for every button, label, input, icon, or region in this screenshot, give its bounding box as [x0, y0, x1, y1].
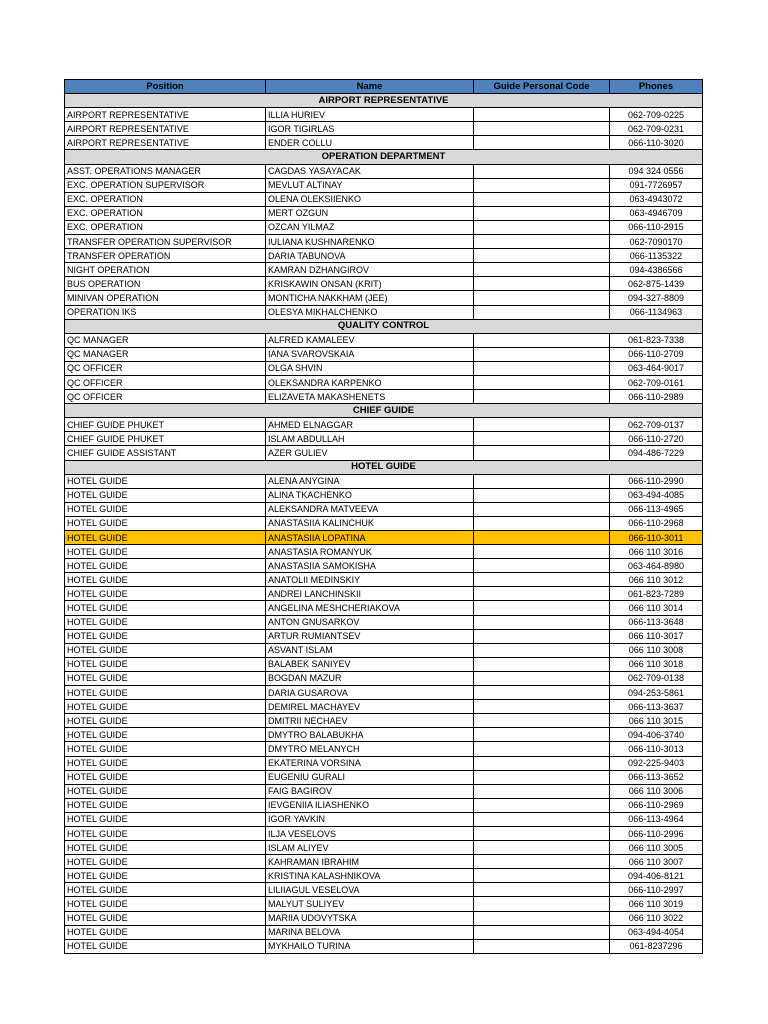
column-header-name[interactable]: Name [266, 80, 474, 94]
section-title[interactable]: QUALITY CONTROL [65, 319, 703, 333]
cell-position[interactable]: HOTEL GUIDE [65, 502, 266, 516]
cell-position[interactable]: HOTEL GUIDE [65, 939, 266, 953]
cell-phone[interactable]: 066 110 3022 [610, 911, 703, 925]
cell-guide-code[interactable] [474, 587, 610, 601]
cell-name[interactable]: ARTUR RUMIANTSEV [266, 629, 474, 643]
table-row [65, 629, 703, 643]
cell-name[interactable]: KAHRAMAN IBRAHIM [266, 855, 474, 869]
cell-position[interactable]: QC OFFICER [65, 375, 266, 389]
cell-phone[interactable]: 066 110 3008 [610, 643, 703, 657]
table-row [65, 587, 703, 601]
cell-position[interactable]: OPERATION IKS [65, 305, 266, 319]
cell-phone[interactable]: 062-709-0138 [610, 671, 703, 685]
cell-name[interactable]: ASVANT ISLAM [266, 643, 474, 657]
cell-name[interactable]: ALENA ANYGINA [266, 474, 474, 488]
cell-name[interactable]: ISLAM ALIYEV [266, 841, 474, 855]
cell-name[interactable]: OLEKSANDRA KARPENKO [266, 375, 474, 389]
table-row [65, 798, 703, 812]
cell-position[interactable]: TRANSFER OPERATION SUPERVISOR [65, 235, 266, 249]
cell-phone[interactable]: 094-406-3740 [610, 728, 703, 742]
section-header-row [65, 94, 703, 108]
cell-name[interactable]: ANATOLII MEDINSKIY [266, 573, 474, 587]
cell-name[interactable]: CAGDAS YASAYACAK [266, 164, 474, 178]
cell-name[interactable]: KRISTINA KALASHNIKOVA [266, 869, 474, 883]
cell-phone[interactable]: 063-4946709 [610, 206, 703, 220]
cell-name[interactable]: ANGELINA MESHCHERIAKOVA [266, 601, 474, 615]
cell-guide-code[interactable] [474, 601, 610, 615]
cell-guide-code[interactable] [474, 756, 610, 770]
cell-name[interactable]: ILJA VESELOVS [266, 826, 474, 840]
table-row [65, 136, 703, 150]
cell-phone[interactable]: 061-823-7338 [610, 333, 703, 347]
section-title[interactable]: AIRPORT REPRESENTATIVE [65, 94, 703, 108]
column-header-phones[interactable]: Phones [610, 80, 703, 94]
table-row [65, 812, 703, 826]
cell-name[interactable]: MYKHAILO TURINA [266, 939, 474, 953]
cell-phone[interactable]: 066-110-2990 [610, 474, 703, 488]
cell-position[interactable]: HOTEL GUIDE [65, 798, 266, 812]
cell-phone[interactable]: 061-8237296 [610, 939, 703, 953]
cell-position[interactable]: TRANSFER OPERATION [65, 249, 266, 263]
cell-name[interactable]: AZER GULIEV [266, 446, 474, 460]
cell-guide-code[interactable] [474, 559, 610, 573]
cell-position[interactable]: CHIEF GUIDE PHUKET [65, 432, 266, 446]
cell-phone[interactable]: 066-113-3652 [610, 770, 703, 784]
cell-position[interactable]: ASST. OPERATIONS MANAGER [65, 164, 266, 178]
cell-position[interactable]: AIRPORT REPRESENTATIVE [65, 108, 266, 122]
cell-guide-code[interactable] [474, 291, 610, 305]
table-row [65, 869, 703, 883]
cell-name[interactable]: IULIANA KUSHNARENKO [266, 235, 474, 249]
cell-guide-code[interactable] [474, 474, 610, 488]
cell-guide-code[interactable] [474, 516, 610, 530]
cell-position[interactable]: HOTEL GUIDE [65, 587, 266, 601]
section-title[interactable]: HOTEL GUIDE [65, 460, 703, 474]
cell-position[interactable]: HOTEL GUIDE [65, 742, 266, 756]
table-row [65, 432, 703, 446]
cell-phone[interactable]: 062-709-0137 [610, 418, 703, 432]
cell-guide-code[interactable] [474, 629, 610, 643]
cell-position[interactable]: HOTEL GUIDE [65, 826, 266, 840]
cell-guide-code[interactable] [474, 192, 610, 206]
cell-guide-code[interactable] [474, 277, 610, 291]
cell-position[interactable]: HOTEL GUIDE [65, 516, 266, 530]
cell-position[interactable]: HOTEL GUIDE [65, 615, 266, 629]
table-row [65, 333, 703, 347]
table-row [65, 122, 703, 136]
table-row [65, 347, 703, 361]
cell-name[interactable]: ISLAM ABDULLAH [266, 432, 474, 446]
cell-name[interactable]: DMYTRO MELANYCH [266, 742, 474, 756]
cell-position[interactable]: EXC. OPERATION [65, 220, 266, 234]
cell-guide-code[interactable] [474, 714, 610, 728]
table-row [65, 206, 703, 220]
cell-name[interactable]: DMITRII NECHAEV [266, 714, 474, 728]
table-row [65, 277, 703, 291]
cell-guide-code[interactable] [474, 418, 610, 432]
cell-guide-code[interactable] [474, 869, 610, 883]
cell-guide-code[interactable] [474, 206, 610, 220]
cell-guide-code[interactable] [474, 432, 610, 446]
cell-name[interactable]: ALFRED KAMALEEV [266, 333, 474, 347]
cell-guide-code[interactable] [474, 136, 610, 150]
cell-guide-code[interactable] [474, 531, 610, 545]
cell-phone[interactable]: 066 110 3006 [610, 784, 703, 798]
cell-name[interactable]: AHMED ELNAGGAR [266, 418, 474, 432]
cell-name[interactable]: MERT OZGUN [266, 206, 474, 220]
table-row-highlighted [65, 531, 703, 545]
table-row [65, 178, 703, 192]
table-row [65, 361, 703, 375]
cell-name[interactable]: ANASTASIIA LOPATINA [266, 531, 474, 545]
cell-position[interactable]: QC MANAGER [65, 347, 266, 361]
cell-guide-code[interactable] [474, 700, 610, 714]
cell-phone[interactable]: 063-464-9017 [610, 361, 703, 375]
cell-name[interactable]: KRISKAWIN ONSAN (KRIT) [266, 277, 474, 291]
cell-phone[interactable]: 066 110 3015 [610, 714, 703, 728]
cell-guide-code[interactable] [474, 855, 610, 869]
cell-phone[interactable]: 066-110-2915 [610, 220, 703, 234]
cell-name[interactable]: ANASTASIIA KALINCHUK [266, 516, 474, 530]
table-row [65, 375, 703, 389]
table-row [65, 235, 703, 249]
cell-phone[interactable]: 094-253-5861 [610, 686, 703, 700]
table-row [65, 488, 703, 502]
cell-position[interactable]: HOTEL GUIDE [65, 756, 266, 770]
cell-phone[interactable]: 066 110 3005 [610, 841, 703, 855]
cell-name[interactable]: MONTICHA NAKKHAM (JEE) [266, 291, 474, 305]
table-row [65, 911, 703, 925]
cell-guide-code[interactable] [474, 122, 610, 136]
cell-position[interactable]: HOTEL GUIDE [65, 911, 266, 925]
table-body [65, 94, 703, 954]
cell-position[interactable]: HOTEL GUIDE [65, 855, 266, 869]
cell-name[interactable]: ANASTASIIA SAMOKISHA [266, 559, 474, 573]
cell-name[interactable]: ALEKSANDRA MATVEEVA [266, 502, 474, 516]
table-row [65, 784, 703, 798]
table-row [65, 728, 703, 742]
table-row [65, 841, 703, 855]
column-header-guide-code[interactable]: Guide Personal Code [474, 80, 610, 94]
cell-name[interactable]: ANTON GNUSARKOV [266, 615, 474, 629]
cell-name[interactable]: BOGDAN MAZUR [266, 671, 474, 685]
cell-guide-code[interactable] [474, 220, 610, 234]
cell-position[interactable]: QC MANAGER [65, 333, 266, 347]
cell-guide-code[interactable] [474, 333, 610, 347]
cell-guide-code[interactable] [474, 375, 610, 389]
cell-position[interactable]: AIRPORT REPRESENTATIVE [65, 136, 266, 150]
section-title[interactable]: OPERATION DEPARTMENT [65, 150, 703, 164]
cell-phone[interactable]: 092-225-9403 [610, 756, 703, 770]
cell-position[interactable]: CHIEF GUIDE PHUKET [65, 418, 266, 432]
cell-name[interactable]: IGOR TIGIRLAS [266, 122, 474, 136]
table-row [65, 390, 703, 404]
cell-name[interactable]: MARINA BELOVA [266, 925, 474, 939]
cell-position[interactable]: HOTEL GUIDE [65, 488, 266, 502]
cell-phone[interactable]: 066 110 3014 [610, 601, 703, 615]
cell-phone[interactable]: 066 110 3012 [610, 573, 703, 587]
cell-phone[interactable]: 066-113-3648 [610, 615, 703, 629]
cell-position[interactable]: HOTEL GUIDE [65, 531, 266, 545]
section-header-row [65, 150, 703, 164]
table-row [65, 897, 703, 911]
cell-guide-code[interactable] [474, 686, 610, 700]
cell-phone[interactable]: 091-7726957 [610, 178, 703, 192]
cell-guide-code[interactable] [474, 643, 610, 657]
cell-phone[interactable]: 066-110-2709 [610, 347, 703, 361]
cell-guide-code[interactable] [474, 826, 610, 840]
cell-phone[interactable]: 066-113-4964 [610, 812, 703, 826]
cell-phone[interactable]: 062-709-0161 [610, 375, 703, 389]
cell-phone[interactable]: 063-4943072 [610, 192, 703, 206]
table-row [65, 418, 703, 432]
cell-phone[interactable]: 094 324 0556 [610, 164, 703, 178]
cell-guide-code[interactable] [474, 671, 610, 685]
cell-guide-code[interactable] [474, 573, 610, 587]
cell-position[interactable]: HOTEL GUIDE [65, 686, 266, 700]
table-row [65, 615, 703, 629]
table-row [65, 601, 703, 615]
table-row [65, 516, 703, 530]
cell-guide-code[interactable] [474, 728, 610, 742]
cell-guide-code[interactable] [474, 164, 610, 178]
table-row [65, 671, 703, 685]
cell-phone[interactable]: 062-709-0225 [610, 108, 703, 122]
table-row [65, 108, 703, 122]
cell-phone[interactable]: 066-113-3637 [610, 700, 703, 714]
cell-guide-code[interactable] [474, 347, 610, 361]
cell-phone[interactable]: 066-110-2968 [610, 516, 703, 530]
cell-guide-code[interactable] [474, 812, 610, 826]
table-row [65, 263, 703, 277]
table-row [65, 249, 703, 263]
cell-guide-code[interactable] [474, 911, 610, 925]
table-row [65, 686, 703, 700]
cell-position[interactable]: HOTEL GUIDE [65, 657, 266, 671]
cell-phone[interactable]: 066 110-3017 [610, 629, 703, 643]
cell-position[interactable]: BUS OPERATION [65, 277, 266, 291]
table-row [65, 742, 703, 756]
cell-phone[interactable]: 066 110 3016 [610, 545, 703, 559]
cell-position[interactable]: HOTEL GUIDE [65, 841, 266, 855]
cell-guide-code[interactable] [474, 742, 610, 756]
column-header-position[interactable]: Position [65, 80, 266, 94]
cell-guide-code[interactable] [474, 897, 610, 911]
cell-phone[interactable]: 063-494-4085 [610, 488, 703, 502]
table-row [65, 883, 703, 897]
cell-name[interactable]: DMYTRO BALABUKHA [266, 728, 474, 742]
table-row [65, 714, 703, 728]
cell-guide-code[interactable] [474, 263, 610, 277]
cell-name[interactable]: MALYUT SULIYEV [266, 897, 474, 911]
cell-position[interactable]: HOTEL GUIDE [65, 601, 266, 615]
cell-name[interactable]: MARIIA UDOVYTSKA [266, 911, 474, 925]
cell-name[interactable]: KAMRAN DZHANGIROV [266, 263, 474, 277]
cell-guide-code[interactable] [474, 178, 610, 192]
cell-guide-code[interactable] [474, 235, 610, 249]
cell-phone[interactable]: 062-709-0231 [610, 122, 703, 136]
table-row [65, 291, 703, 305]
cell-position[interactable]: MINIVAN OPERATION [65, 291, 266, 305]
table-row [65, 756, 703, 770]
cell-name[interactable]: OLENA OLEKSIIENKO [266, 192, 474, 206]
cell-position[interactable]: HOTEL GUIDE [65, 812, 266, 826]
table-row [65, 643, 703, 657]
table-row [65, 192, 703, 206]
cell-position[interactable]: EXC. OPERATION SUPERVISOR [65, 178, 266, 192]
cell-guide-code[interactable] [474, 657, 610, 671]
cell-guide-code[interactable] [474, 883, 610, 897]
cell-phone[interactable]: 066-110-3011 [610, 531, 703, 545]
cell-position[interactable]: HOTEL GUIDE [65, 545, 266, 559]
section-title[interactable]: CHIEF GUIDE [65, 404, 703, 418]
cell-position[interactable]: HOTEL GUIDE [65, 671, 266, 685]
cell-guide-code[interactable] [474, 545, 610, 559]
cell-phone[interactable]: 066-110-3013 [610, 742, 703, 756]
cell-guide-code[interactable] [474, 390, 610, 404]
cell-position[interactable]: HOTEL GUIDE [65, 897, 266, 911]
cell-phone[interactable]: 094-327-8809 [610, 291, 703, 305]
cell-guide-code[interactable] [474, 502, 610, 516]
table-row [65, 770, 703, 784]
cell-name[interactable]: IANA SVAROVSKAIA [266, 347, 474, 361]
section-header-row [65, 319, 703, 333]
cell-name[interactable]: BALABEK SANIYEV [266, 657, 474, 671]
table-row [65, 657, 703, 671]
cell-name[interactable]: OLGA SHVIN [266, 361, 474, 375]
cell-guide-code[interactable] [474, 770, 610, 784]
cell-name[interactable]: EUGENIU GURALI [266, 770, 474, 784]
cell-guide-code[interactable] [474, 361, 610, 375]
cell-phone[interactable]: 066-110-2989 [610, 390, 703, 404]
cell-name[interactable]: ANDREI LANCHINSKII [266, 587, 474, 601]
cell-name[interactable]: IEVGENIIA ILIASHENKO [266, 798, 474, 812]
cell-position[interactable]: HOTEL GUIDE [65, 700, 266, 714]
cell-name[interactable]: MEVLUT ALTINAY [266, 178, 474, 192]
cell-phone[interactable]: 094-406-8121 [610, 869, 703, 883]
cell-position[interactable]: HOTEL GUIDE [65, 925, 266, 939]
cell-phone[interactable]: 094-486-7229 [610, 446, 703, 460]
cell-phone[interactable]: 066-110-2720 [610, 432, 703, 446]
header-row [65, 80, 703, 94]
table-row [65, 164, 703, 178]
cell-phone[interactable]: 066 110 3018 [610, 657, 703, 671]
cell-guide-code[interactable] [474, 305, 610, 319]
section-header-row [65, 404, 703, 418]
cell-name[interactable]: ELIZAVETA MAKASHENETS [266, 390, 474, 404]
cell-position[interactable]: HOTEL GUIDE [65, 784, 266, 798]
cell-phone[interactable]: 066-1135322 [610, 249, 703, 263]
cell-guide-code[interactable] [474, 488, 610, 502]
cell-position[interactable]: HOTEL GUIDE [65, 883, 266, 897]
cell-name[interactable]: OLESYA MIKHALCHENKO [266, 305, 474, 319]
cell-position[interactable]: NIGHT OPERATION [65, 263, 266, 277]
cell-guide-code[interactable] [474, 798, 610, 812]
cell-position[interactable]: HOTEL GUIDE [65, 629, 266, 643]
table-row [65, 545, 703, 559]
table-row [65, 700, 703, 714]
table-row [65, 305, 703, 319]
cell-phone[interactable]: 066-1134963 [610, 305, 703, 319]
cell-guide-code[interactable] [474, 841, 610, 855]
table-row [65, 573, 703, 587]
table-row [65, 925, 703, 939]
cell-name[interactable]: ENDER COLLU [266, 136, 474, 150]
table-row [65, 474, 703, 488]
cell-phone[interactable]: 063-464-8980 [610, 559, 703, 573]
cell-position[interactable]: EXC. OPERATION [65, 192, 266, 206]
cell-guide-code[interactable] [474, 615, 610, 629]
cell-position[interactable]: CHIEF GUIDE ASSISTANT [65, 446, 266, 460]
cell-name[interactable]: ANASTASIA ROMANYUK [266, 545, 474, 559]
cell-phone[interactable]: 066 110 3019 [610, 897, 703, 911]
table-row [65, 559, 703, 573]
cell-phone[interactable]: 062-875-1439 [610, 277, 703, 291]
cell-guide-code[interactable] [474, 939, 610, 953]
cell-name[interactable]: FAIG BAGIROV [266, 784, 474, 798]
cell-position[interactable]: QC OFFICER [65, 361, 266, 375]
cell-phone[interactable]: 094-4386566 [610, 263, 703, 277]
cell-name[interactable]: LILIIAGUL VESELOVA [266, 883, 474, 897]
table-row [65, 220, 703, 234]
cell-phone[interactable]: 061-823-7289 [610, 587, 703, 601]
cell-position[interactable]: QC OFFICER [65, 390, 266, 404]
table-row [65, 826, 703, 840]
section-header-row [65, 460, 703, 474]
cell-position[interactable]: HOTEL GUIDE [65, 869, 266, 883]
cell-phone[interactable]: 066-110-3020 [610, 136, 703, 150]
cell-guide-code[interactable] [474, 925, 610, 939]
cell-phone[interactable]: 066 110 3007 [610, 855, 703, 869]
cell-position[interactable]: HOTEL GUIDE [65, 559, 266, 573]
cell-position[interactable]: HOTEL GUIDE [65, 714, 266, 728]
cell-phone[interactable]: 066-110-2969 [610, 798, 703, 812]
cell-position[interactable]: EXC. OPERATION [65, 206, 266, 220]
cell-name[interactable]: DEMIREL MACHAYEV [266, 700, 474, 714]
cell-name[interactable]: ALINA TKACHENKO [266, 488, 474, 502]
cell-guide-code[interactable] [474, 108, 610, 122]
cell-guide-code[interactable] [474, 446, 610, 460]
cell-name[interactable]: DARIA GUSAROVA [266, 686, 474, 700]
cell-phone[interactable]: 066-110-2996 [610, 826, 703, 840]
table-row [65, 855, 703, 869]
cell-phone[interactable]: 066-110-2997 [610, 883, 703, 897]
cell-position[interactable]: HOTEL GUIDE [65, 770, 266, 784]
cell-position[interactable]: HOTEL GUIDE [65, 643, 266, 657]
cell-position[interactable]: HOTEL GUIDE [65, 728, 266, 742]
table-row [65, 502, 703, 516]
cell-phone[interactable]: 062-7090170 [610, 235, 703, 249]
table-row [65, 939, 703, 953]
cell-name[interactable]: EKATERINA VORSINA [266, 756, 474, 770]
cell-name[interactable]: IGOR YAVKIN [266, 812, 474, 826]
cell-phone[interactable]: 063-494-4054 [610, 925, 703, 939]
table-row [65, 446, 703, 460]
cell-position[interactable]: HOTEL GUIDE [65, 474, 266, 488]
cell-phone[interactable]: 066-113-4965 [610, 502, 703, 516]
cell-name[interactable]: DARIA TABUNOVA [266, 249, 474, 263]
staff-contact-table [64, 79, 703, 954]
cell-position[interactable]: HOTEL GUIDE [65, 573, 266, 587]
cell-position[interactable]: AIRPORT REPRESENTATIVE [65, 122, 266, 136]
cell-name[interactable]: OZCAN YILMAZ [266, 220, 474, 234]
cell-guide-code[interactable] [474, 784, 610, 798]
cell-name[interactable]: ILLIA HURIEV [266, 108, 474, 122]
cell-guide-code[interactable] [474, 249, 610, 263]
